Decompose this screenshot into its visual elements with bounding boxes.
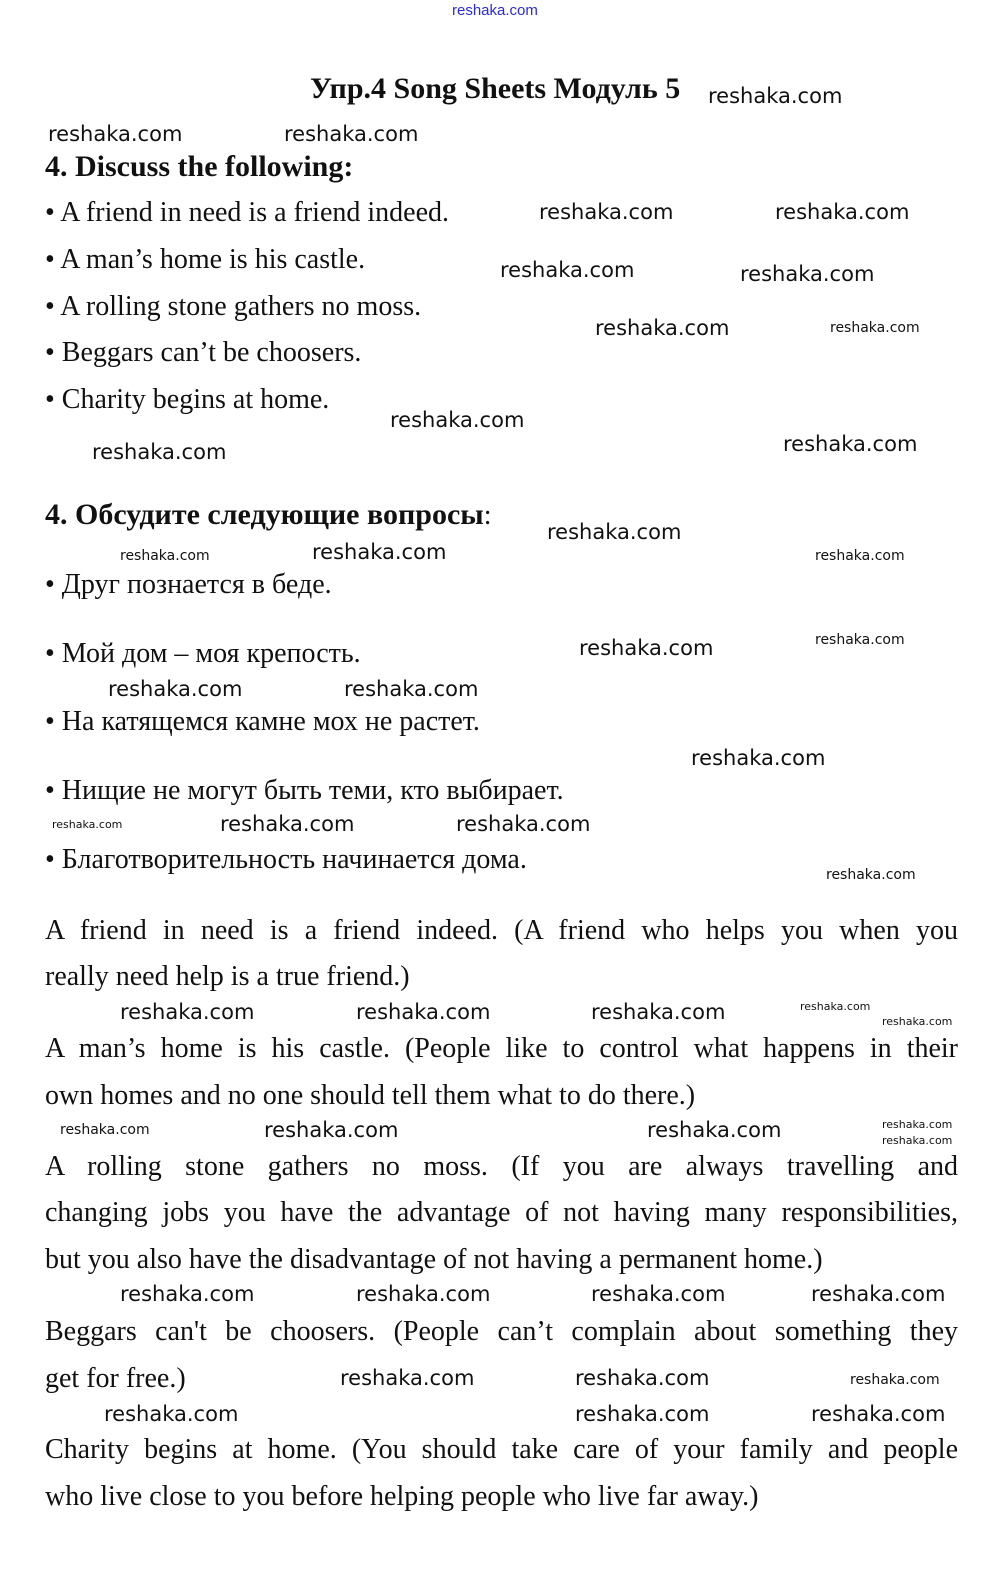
explanation-line: changing jobs you have the advantage of not having many responsibilities, [45,1197,958,1228]
ru-bullet: • На катящемся камне мох не растет. [45,706,480,737]
watermark: reshaka.com [826,867,916,883]
en-bullet: • Beggars can’t be choosers. [45,337,362,368]
ru-heading-text: 4. Обсудите следующие вопросы [45,498,484,531]
explanation-line: own homes and no one should tell them what to do there.) [45,1080,696,1111]
watermark: reshaka.com [60,1122,150,1138]
en-bullet: • A friend in need is a friend indeed. [45,197,450,228]
watermark: reshaka.com [284,122,419,146]
site-link[interactable]: reshaka.com [452,2,538,19]
en-bullet: • Charity begins at home. [45,384,330,415]
explanation-line: A man’s home is his castle. (People like to control what happens in their [45,1033,958,1064]
explanation-line: Beggars can't be choosers. (People can’t complain about something they [45,1316,958,1347]
watermark: reshaka.com [691,746,826,770]
watermark: reshaka.com [800,1000,871,1013]
en-bullet: • A rolling stone gathers no moss. [45,291,422,322]
watermark: reshaka.com [340,1366,475,1390]
watermark: reshaka.com [811,1282,946,1306]
watermark: reshaka.com [882,1134,953,1147]
explanation-line: really need help is a true friend.) [45,961,410,992]
watermark: reshaka.com [647,1118,782,1142]
en-bullet: • A man’s home is his castle. [45,244,366,275]
watermark: reshaka.com [52,818,123,831]
watermark: reshaka.com [356,1282,491,1306]
explanation-line: Charity begins at home. (You should take care of your family and people [45,1434,958,1465]
watermark: reshaka.com [220,812,355,836]
watermark: reshaka.com [120,1282,255,1306]
watermark: reshaka.com [104,1402,239,1426]
watermark: reshaka.com [356,1000,491,1024]
watermark: reshaka.com [882,1118,953,1131]
watermark: reshaka.com [815,548,905,564]
watermark: reshaka.com [120,1000,255,1024]
explanation-line: get for free.) [45,1363,186,1394]
watermark: reshaka.com [591,1000,726,1024]
watermark: reshaka.com [390,408,525,432]
ru-bullet: • Нищие не могут быть теми, кто выбирает. [45,775,564,806]
watermark: reshaka.com [850,1372,940,1388]
ru-heading [45,498,491,533]
ru-bullet: • Друг познается в беде. [45,569,332,600]
explanation-line: but you also have the disadvantage of not having a permanent home.) [45,1244,823,1275]
watermark: reshaka.com [708,84,843,108]
watermark: reshaka.com [595,316,730,340]
explanation-line: A friend in need is a friend indeed. (A friend who helps you when you [45,915,958,946]
ru-heading-colon: : [483,500,492,531]
watermark: reshaka.com [344,677,479,701]
ru-bullet: • Мой дом – моя крепость. [45,638,361,669]
watermark: reshaka.com [264,1118,399,1142]
watermark: reshaka.com [539,200,674,224]
watermark: reshaka.com [108,677,243,701]
watermark: reshaka.com [92,440,227,464]
watermark: reshaka.com [579,636,714,660]
watermark: reshaka.com [783,432,918,456]
watermark: reshaka.com [312,540,447,564]
watermark: reshaka.com [575,1402,710,1426]
ru-bullet: • Благотворительность начинается дома. [45,844,527,875]
watermark: reshaka.com [591,1282,726,1306]
watermark: reshaka.com [500,258,635,282]
watermark: reshaka.com [775,200,910,224]
watermark: reshaka.com [815,632,905,648]
watermark: reshaka.com [547,520,682,544]
explanation-line: A rolling stone gathers no moss. (If you are always travelling and [45,1151,958,1182]
watermark: reshaka.com [740,262,875,286]
watermark: reshaka.com [456,812,591,836]
page-title: Упр.4 Song Sheets Модуль 5 [310,72,681,105]
explanation-line: who live close to you before helping people who live far away.) [45,1481,759,1512]
watermark: reshaka.com [575,1366,710,1390]
watermark: reshaka.com [811,1402,946,1426]
watermark: reshaka.com [882,1015,953,1028]
watermark: reshaka.com [48,122,183,146]
watermark: reshaka.com [830,320,920,336]
watermark: reshaka.com [120,548,210,564]
en-heading: 4. Discuss the following: [45,150,354,183]
